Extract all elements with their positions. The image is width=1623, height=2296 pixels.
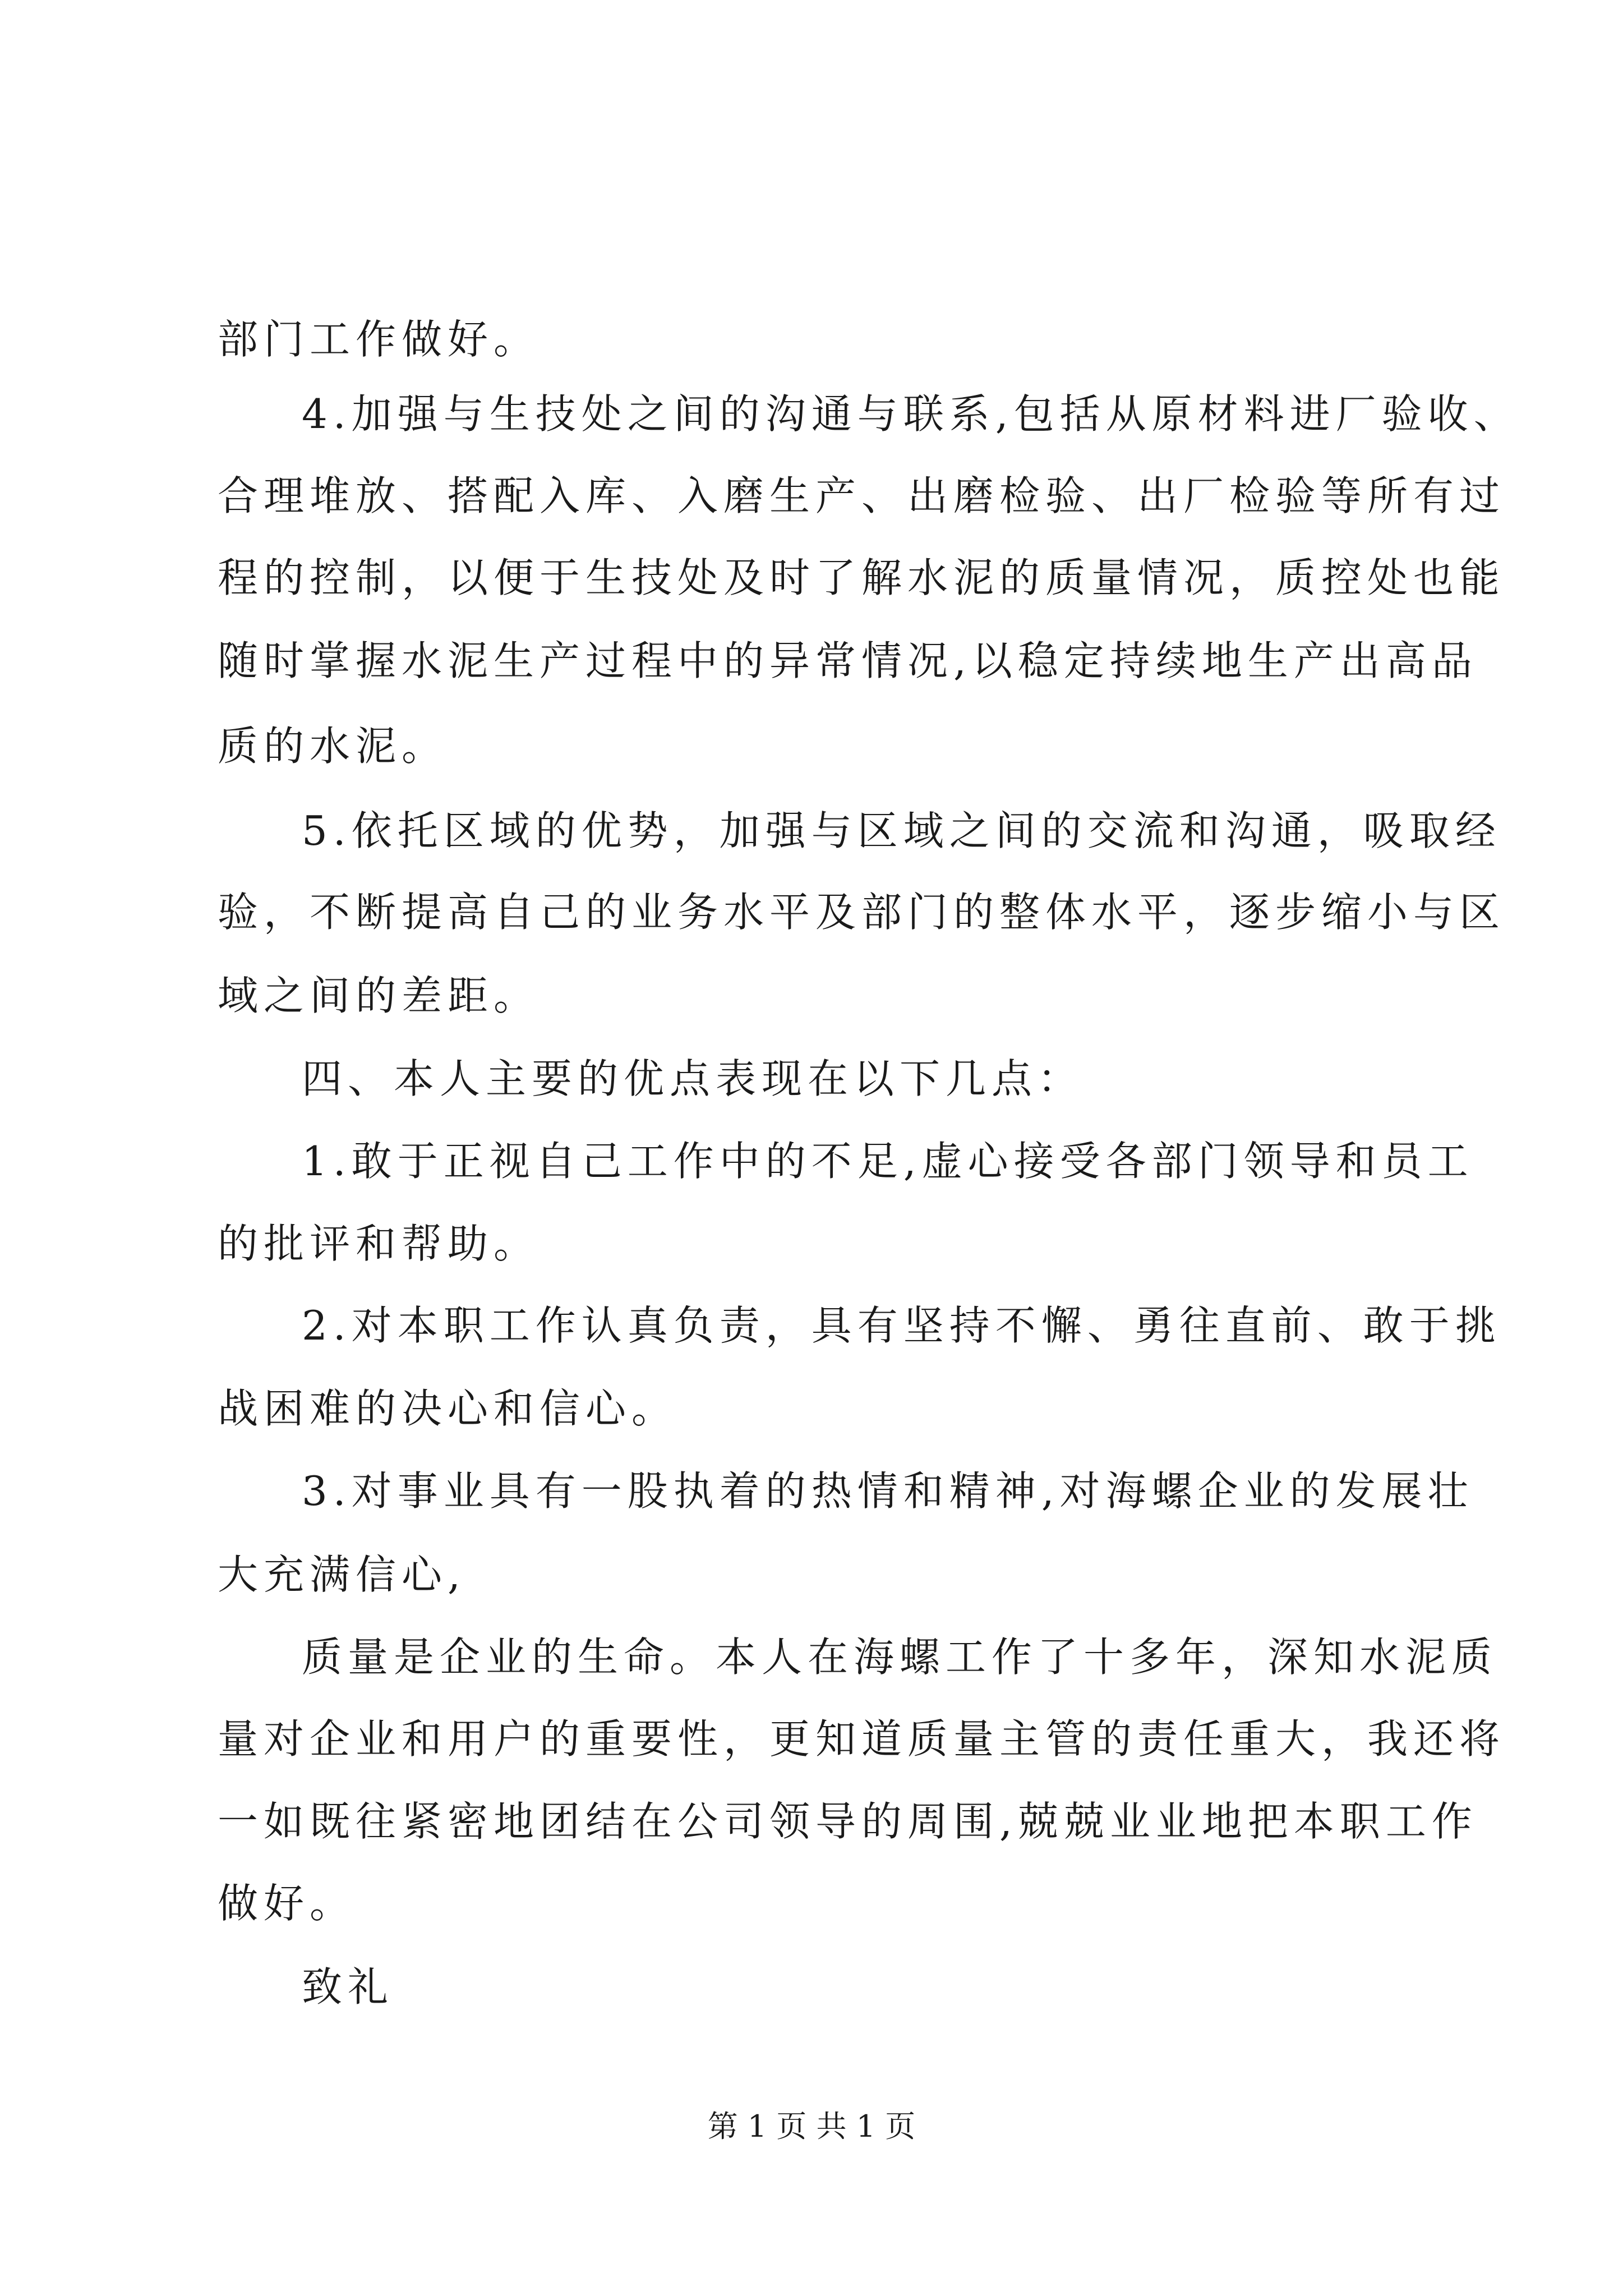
text-line: 一如既往紧密地团结在公司领导的周围,兢兢业业地把本职工作 — [218, 1798, 1478, 1845]
text-line: 1.敢于正视自己工作中的不足,虚心接受各部门领导和员工 — [302, 1138, 1474, 1185]
text-line: 大充满信心, — [218, 1551, 466, 1598]
text-line: 5.依托区域的优势，加强与区域之间的交流和沟通，吸取经 — [302, 807, 1501, 854]
text-line: 战困难的决心和信心。 — [218, 1385, 678, 1432]
text-line: 随时掌握水泥生产过程中的异常情况,以稳定持续地生产出高品 — [218, 637, 1478, 684]
text-line: 量对企业和用户的重要性，更知道质量主管的责任重大，我还将 — [218, 1715, 1506, 1763]
text-line: 质量是企业的生命。本人在海螺工作了十多年，深知水泥质 — [302, 1634, 1498, 1681]
text-line: 域之间的差距。 — [218, 972, 540, 1019]
section-heading: 四、本人主要的优点表现在以下几点： — [302, 1055, 1084, 1102]
text-line: 的批评和帮助。 — [218, 1220, 540, 1267]
text-line: 程的控制，以便于生技处及时了解水泥的质量情况，质控处也能 — [218, 554, 1506, 601]
text-line: 质的水泥。 — [218, 723, 448, 770]
closing-salutation: 致礼 — [302, 1963, 394, 2010]
text-line: 部门工作做好。 — [218, 316, 540, 363]
page-number-footer: 第 1 页 共 1 页 — [707, 2109, 916, 2144]
text-line: 验，不断提高自己的业务水平及部门的整体水平，逐步缩小与区 — [218, 889, 1506, 936]
text-line: 做好。 — [218, 1880, 356, 1927]
text-line: 2.对本职工作认真负责，具有坚持不懈、勇往直前、敢于挑 — [302, 1302, 1501, 1349]
text-line: 合理堆放、搭配入库、入磨生产、出磨检验、出厂检验等所有过 — [218, 472, 1506, 519]
text-line: 4.加强与生技处之间的沟通与联系,包括从原材料进厂验收、 — [302, 390, 1520, 438]
text-line: 3.对事业具有一股执着的热情和精神,对海螺企业的发展壮 — [302, 1467, 1474, 1515]
